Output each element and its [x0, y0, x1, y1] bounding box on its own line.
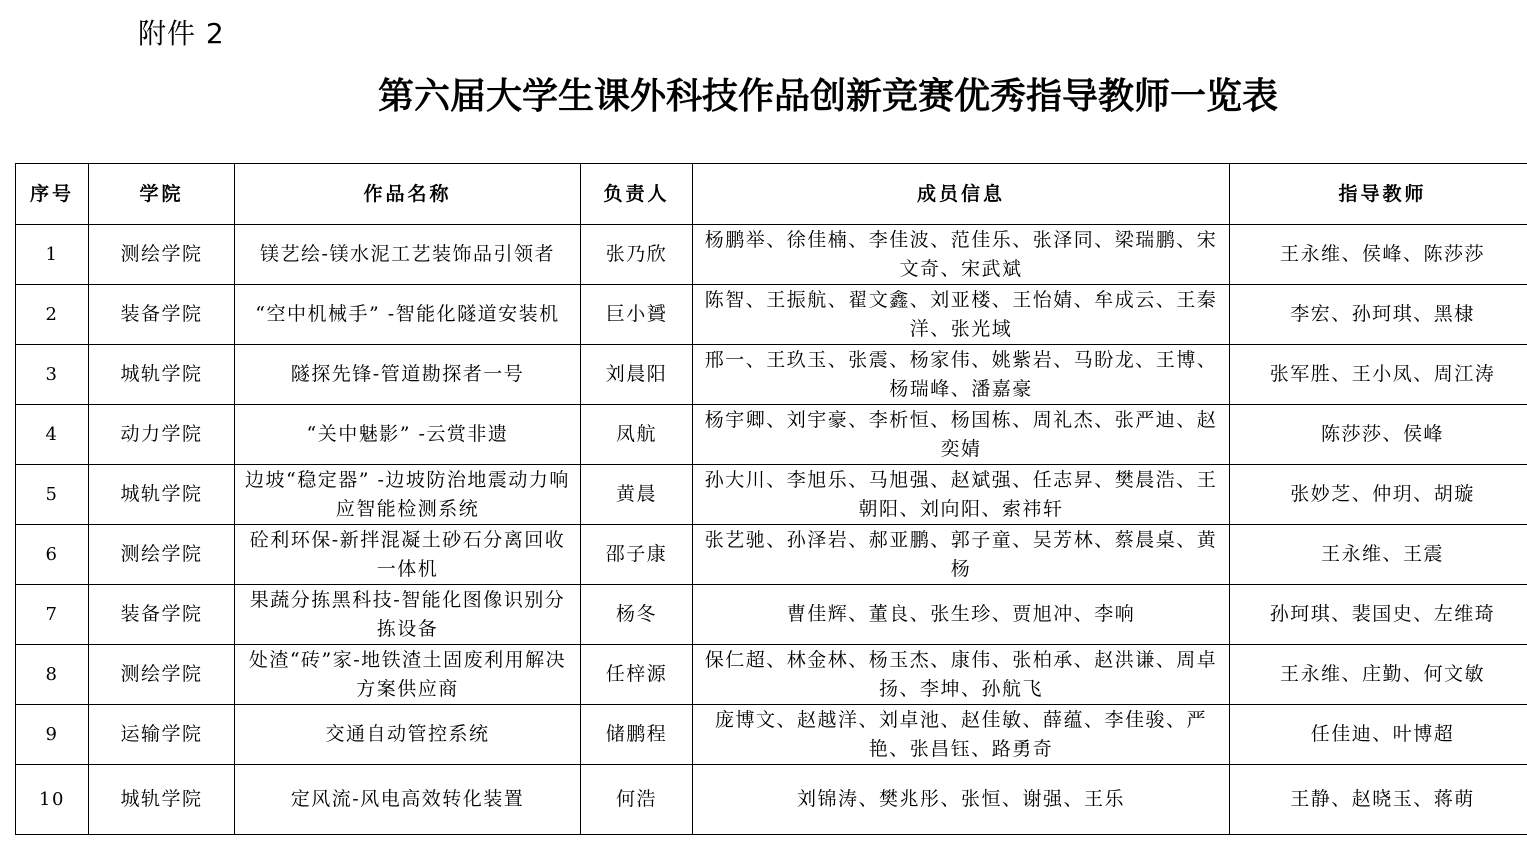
table-row	[16, 585, 1527, 645]
cell-advisors: 任佳迪、叶博超	[1230, 705, 1527, 765]
cell-college: 装备学院	[89, 585, 235, 645]
cell-college: 测绘学院	[89, 225, 235, 285]
header-college: 学院	[89, 164, 235, 225]
cell-college: 城轨学院	[89, 765, 235, 835]
cell-college: 测绘学院	[89, 645, 235, 705]
header-leader: 负责人	[581, 164, 693, 225]
cell-advisors: 王永维、庄勤、何文敏	[1230, 645, 1527, 705]
cell-members: 杨鹏举、徐佳楠、李佳波、范佳乐、张泽同、梁瑞鹏、宋文奇、宋武斌	[693, 225, 1230, 285]
header-work: 作品名称	[235, 164, 581, 225]
cell-college: 测绘学院	[89, 525, 235, 585]
cell-advisors: 张军胜、王小凤、周江涛	[1230, 345, 1527, 405]
cell-no: 5	[16, 465, 89, 525]
cell-advisors: 王静、赵晓玉、蒋萌	[1230, 765, 1527, 835]
cell-work: 交通自动管控系统	[235, 705, 581, 765]
cell-members: 刘锦涛、樊兆彤、张恒、谢强、王乐	[693, 765, 1230, 835]
header-advisors: 指导教师	[1230, 164, 1527, 225]
cell-no: 2	[16, 285, 89, 345]
cell-no: 8	[16, 645, 89, 705]
cell-advisors: 陈莎莎、侯峰	[1230, 405, 1527, 465]
cell-work: 镁艺绘-镁水泥工艺装饰品引领者	[235, 225, 581, 285]
cell-advisors: 张妙芝、仲玥、胡璇	[1230, 465, 1527, 525]
cell-leader: 张乃欣	[581, 225, 693, 285]
cell-college: 城轨学院	[89, 345, 235, 405]
table-row	[16, 405, 1527, 465]
table-row	[16, 525, 1527, 585]
cell-leader: 巨小贇	[581, 285, 693, 345]
cell-work: 边坡“稳定器” -边坡防治地震动力响应智能检测系统	[235, 465, 581, 525]
cell-no: 9	[16, 705, 89, 765]
table-header	[16, 164, 1527, 225]
cell-members: 庞博文、赵越洋、刘卓池、赵佳敏、薛蕴、李佳骏、严艳、张昌钰、路勇奇	[693, 705, 1230, 765]
cell-leader: 黄晨	[581, 465, 693, 525]
cell-college: 运输学院	[89, 705, 235, 765]
cell-no: 4	[16, 405, 89, 465]
table-row	[16, 645, 1527, 705]
cell-advisors: 孙珂琪、裴国史、左维琦	[1230, 585, 1527, 645]
page-title: 第六届大学生课外科技作品创新竞赛优秀指导教师一览表	[378, 75, 1279, 117]
cell-no: 3	[16, 345, 89, 405]
advisor-table	[15, 163, 1527, 835]
cell-no: 1	[16, 225, 89, 285]
cell-no: 7	[16, 585, 89, 645]
cell-work: 果蔬分拣黑科技-智能化图像识别分拣设备	[235, 585, 581, 645]
cell-work: 隧探先锋-管道勘探者一号	[235, 345, 581, 405]
cell-no: 6	[16, 525, 89, 585]
cell-leader: 凤航	[581, 405, 693, 465]
cell-work: “空中机械手” -智能化隧道安装机	[235, 285, 581, 345]
header-row	[16, 164, 1527, 225]
table-row	[16, 345, 1527, 405]
cell-members: 杨宇卿、刘宇豪、李析恒、杨国栋、周礼杰、张严迪、赵奕婧	[693, 405, 1230, 465]
cell-work: 砼利环保-新拌混凝土砂石分离回收一体机	[235, 525, 581, 585]
cell-leader: 邵子康	[581, 525, 693, 585]
cell-members: 张艺驰、孙泽岩、郝亚鹏、郭子童、吴芳林、蔡晨桌、黄杨	[693, 525, 1230, 585]
cell-advisors: 李宏、孙珂琪、黑棣	[1230, 285, 1527, 345]
cell-work: 定风流-风电高效转化装置	[235, 765, 581, 835]
cell-college: 装备学院	[89, 285, 235, 345]
cell-members: 邢一、王玖玉、张震、杨家伟、姚紫岩、马盼龙、王博、杨瑞峰、潘嘉豪	[693, 345, 1230, 405]
header-members: 成员信息	[693, 164, 1230, 225]
cell-leader: 何浩	[581, 765, 693, 835]
cell-work: 处渣“砖”家-地铁渣土固废利用解决方案供应商	[235, 645, 581, 705]
cell-leader: 任梓源	[581, 645, 693, 705]
cell-work: “关中魅影” -云赏非遗	[235, 405, 581, 465]
cell-college: 城轨学院	[89, 465, 235, 525]
cell-members: 曹佳辉、董良、张生珍、贾旭冲、李响	[693, 585, 1230, 645]
table-row	[16, 285, 1527, 345]
attachment-label: 附件 2	[138, 17, 225, 50]
table-body	[16, 225, 1527, 835]
cell-leader: 储鹏程	[581, 705, 693, 765]
cell-advisors: 王永维、王震	[1230, 525, 1527, 585]
table-row	[16, 465, 1527, 525]
header-no: 序号	[16, 164, 89, 225]
cell-advisors: 王永维、侯峰、陈莎莎	[1230, 225, 1527, 285]
cell-leader: 杨冬	[581, 585, 693, 645]
cell-leader: 刘晨阳	[581, 345, 693, 405]
cell-college: 动力学院	[89, 405, 235, 465]
table-row	[16, 225, 1527, 285]
cell-members: 陈智、王振航、翟文鑫、刘亚楼、王怡婧、牟成云、王秦洋、张光域	[693, 285, 1230, 345]
cell-members: 孙大川、李旭乐、马旭强、赵斌强、任志昇、樊晨浩、王朝阳、刘向阳、索祎轩	[693, 465, 1230, 525]
table-row	[16, 765, 1527, 835]
cell-members: 保仁超、林金林、杨玉杰、康伟、张柏承、赵洪谦、周卓扬、李坤、孙航飞	[693, 645, 1230, 705]
table-row	[16, 705, 1527, 765]
cell-no: 10	[16, 765, 89, 835]
